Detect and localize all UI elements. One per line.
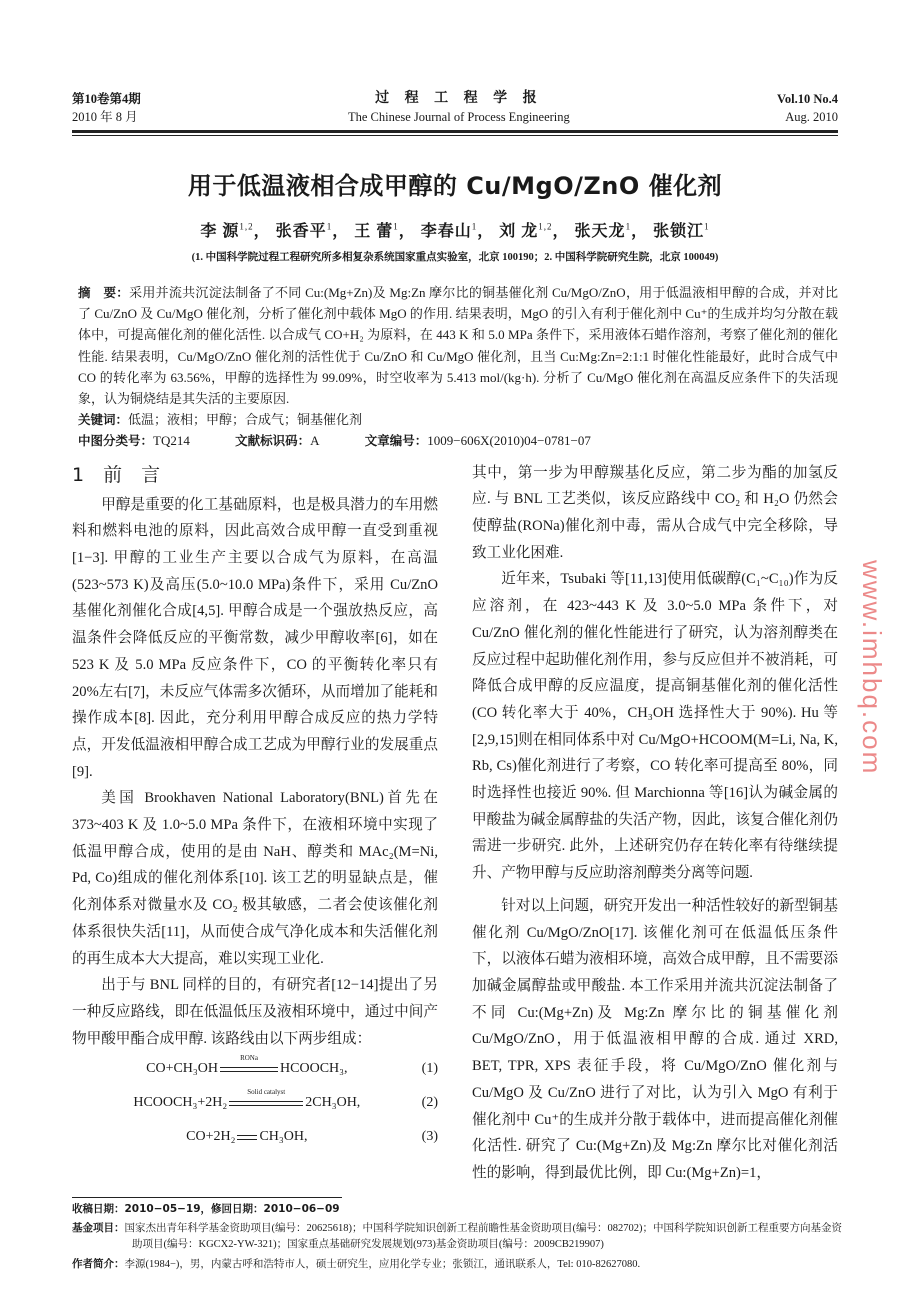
paragraph: 甲醇是重要的化工基础原料，也是极具潜力的车用燃料和燃料电池的原料，因此高效合成甲醇一直受到重视[1−3]. 甲醇的工业生产主要以合成气为原料，在高温(523~573 K)及高压(5.0~10.0 MPa)条件下，采用 Cu/ZnO 基催化剂催化合成[4,5]. 甲醇合成是一个强放热反应，高温条件会降低反应的平衡常数，减少甲醇收率[6]，如在 523 K 及 5.0 MPa 反应条件下，CO 的平衡转化率只有 20%左右[7]，未反应气体需多次循环，从而增加了能耗和操作成本[8]. 因此，充分利用甲醇合成反应的热力学特点，开发低温液相甲醇合成工艺成为甲醇行业的发展重点[9]. <box>72 496 438 780</box>
affiliations: (1. 中国科学院过程工程研究所多相复杂系统国家重点实验室，北京 100190；2. 中国科学院研究生院，北京 100049) <box>191 252 719 263</box>
equilibrium-arrow-icon: RONa <box>220 1062 278 1076</box>
author: 张香平$^1$ <box>275 221 333 240</box>
abstract-text: 采用并流共沉淀法制备了不同 Cu:(Mg+Zn)及 Mg:Zn 摩尔比的铜基催化剂 Cu/MgO/ZnO，用于低温液相甲醇的合成，并对比了 Cu/ZnO 及 Cu/MgO 催化剂，分析了催化剂中载体 MgO 的作用. 结果表明，MgO 的引入有利于催化剂中 Cu⁺的生成并均匀分散在载体中，可提高催化剂的催化活性. 以合成气 CO+H₂ 为原料，在 443 K 和 5.0 MPa 条件下，采用液体石蜡作溶剂，考察了催化剂的催化性能. 结果表明，Cu/MgO/ZnO 催化剂的活性优于 Cu/ZnO 和 Cu/MgO 催化剂，且当 Cu:Mg:Zn=2:1:1 时催化性能最好，此时合成气中 CO 的转化率为 63.56%，甲醇的选择性为 99.09%，时空收率为 5.413 mol/(kg·h). 分析了 Cu/MgO 催化剂在高温反应条件下的失活现象，认为铜烧结是其失活的主要原因. <box>78 285 838 407</box>
equilibrium-arrow-icon: Solid catalyst <box>229 1096 303 1110</box>
body-columns <box>72 460 838 1187</box>
author: 李 源$^{1,2}$ <box>200 221 254 240</box>
right-column <box>472 460 838 1187</box>
equation-3: CO+2H₂ CH₃OH, (3) <box>186 1129 438 1145</box>
author: 张天龙$^1$ <box>574 221 632 240</box>
equilibrium-arrow-icon <box>237 1130 257 1144</box>
funding: 基金项目：国家杰出青年科学基金资助项目(编号：20625618)；中国科学院知识创新工程前瞻性基金资助项目(编号：082702)；中国科学院知识创新工程重要方向基金资助项目(编号：KGCX2-YW-321)；国家重点基础研究发展规划(973)基金资助项目(编号：2009CB219907) <box>72 1221 842 1250</box>
paragraph: 近年来，Tsubaki 等[11,13]使用低碳醇(C₁~C₁₀)作为反应溶剂，在 423~443 K 及 3.0~5.0 MPa 条件下，对 Cu/ZnO 催化剂的催化性能进行了研究，认为溶剂醇类在反应过程中起助催化剂作用，参与反应但并不被消耗，可降低合成甲醇的反应温度，提高铜基催化剂的催化活性(CO 转化率大于 40%，CH₃OH 选择性大于 90%). Hu 等[2,9,15]则在相同体系中对 Cu/MgO+HCOOM(M=Li, Na, K, Rb, Cs)催化剂进行了考察，CO 转化率可提高至 80%，同时选择性也接近 90%. 但 Marchionna 等[16]认为碱金属的甲酸盐为碱金属醇盐的失活产物，因此，该复合催化剂仍需进一步研究. 此外，上述研究仍存在转化率有待继续提升、产物甲醇与反应助溶剂醇类分离等问题. <box>472 571 838 882</box>
journal-name-cn: 过 程 工 程 学 报 <box>375 91 543 106</box>
equation-1: CO+CH₃OH RONa HCOOCH₃, (1) <box>146 1054 438 1077</box>
running-header <box>72 90 838 126</box>
paragraph: 针对以上问题，研究开发出一种活性较好的新型铜基催化剂 Cu/MgO/ZnO[17]. 该催化剂可在低温低压条件下，以液体石蜡为液相环境，高效合成甲醇，且不需要添加碱金属醇盐或甲酸盐. 本工作采用并流共沉淀法制备了不同 Cu:(Mg+Zn)及 Mg:Zn 摩尔比的铜基催化剂 Cu/MgO/ZnO，用于低温液相甲醇的合成. 通过 XRD, BET, TPR, XPS 表征手段，将 Cu/MgO/ZnO 催化剂与 Cu/MgO 及 Cu/ZnO 进行了对比，认为引入 MgO 有利于催化剂中 Cu⁺的生成并分散于载体中，进而提高催化剂催化活性. 研究了 Cu:(Mg+Zn)及 Mg:Zn 摩尔比对催化剂活性的影响，得到最优比例，即 Cu:(Mg+Zn)=1， <box>472 897 838 1181</box>
left-column <box>72 460 438 1187</box>
date-en: Aug. 2010 <box>785 110 838 124</box>
header-rule-thin <box>72 135 838 136</box>
paragraph: 出于与 BNL 同样的目的，有研究者[12−14]提出了另一种反应路线，即在低温低压及液相环境中，通过中间产物甲酸甲酯合成甲醇. 该路线由以下两步组成： <box>72 977 438 1047</box>
volume-en: Vol.10 No.4 <box>776 92 838 106</box>
issue-info-en <box>777 90 838 126</box>
volume-issue: 第10卷第4期 <box>72 92 141 106</box>
author: 王 蕾$^1$ <box>354 221 399 240</box>
received-dates: 收稿日期：2010−05−19，修回日期：2010−06−09 <box>72 1202 340 1215</box>
journal-name-en: The Chinese Journal of Process Engineering <box>347 110 570 124</box>
equation-2: HCOOCH₃+2H₂ Solid catalyst 2CH₃OH, (2) <box>133 1088 438 1111</box>
section-heading: 1 前 言 <box>72 463 161 486</box>
abstract-label: 摘 要： <box>78 285 130 300</box>
issue-date: 2010 年 8 月 <box>72 110 138 124</box>
author-bio: 作者简介：李源(1984−)，男，内蒙古呼和浩特市人，硕士研究生，应用化学专业；张锁江，通讯联系人，Tel: 010-82627080. <box>72 1257 641 1270</box>
watermark: www.imhbq.com <box>857 560 887 776</box>
footnote-rule <box>72 1197 342 1198</box>
abstract <box>78 282 838 430</box>
header-rule <box>72 130 838 133</box>
author: 李春山$^1$ <box>420 221 478 240</box>
issue-info <box>72 90 141 126</box>
classification: 中图分类号：TQ214 文献标识码：A 文章编号：1009−606X(2010)04−0781−07 <box>78 433 591 449</box>
paragraph: 美国 Brookhaven National Laboratory(BNL)首先在 373~403 K 及 1.0~5.0 MPa 条件下，在液相环境中实现了低温甲醇合成，使用的是由 NaH、醇类和 MAc₂(M=Ni, Pd, Co)组成的催化剂体系[10]. 该工艺的明显缺点是，催化剂体系对微量水及 CO₂ 极其敏感，二者会使该催化剂体系很快失活[11]，从而使合成气净化成本和失活催化剂的再生成本大大提高，难以实现工业化. <box>72 790 438 967</box>
keywords: 关键词：低温；液相；甲醇；合成气；铜基催化剂 <box>78 412 363 428</box>
paper-title: 用于低温液相合成甲醇的 Cu/MgO/ZnO 催化剂 <box>187 172 723 200</box>
paragraph: 其中，第一步为甲醇羰基化反应，第二步为酯的加氢反应. 与 BNL 工艺类似，该反应路线中 CO₂ 和 H₂O 仍然会使醇盐(RONa)催化剂中毒，需从合成气中完全移除，导致工业化困难. <box>472 464 838 561</box>
author: 张锁江$^1$ <box>653 221 710 240</box>
journal-name <box>141 90 777 126</box>
author: 刘 龙$^{1,2}$ <box>499 221 553 240</box>
author-list: 李 源$^{1,2}$， 张香平$^1$， 王 蕾$^1$， 李春山$^1$， 刘 龙$^{1,2}$， 张天龙$^1$， 张锁江$^1$ <box>200 221 710 240</box>
